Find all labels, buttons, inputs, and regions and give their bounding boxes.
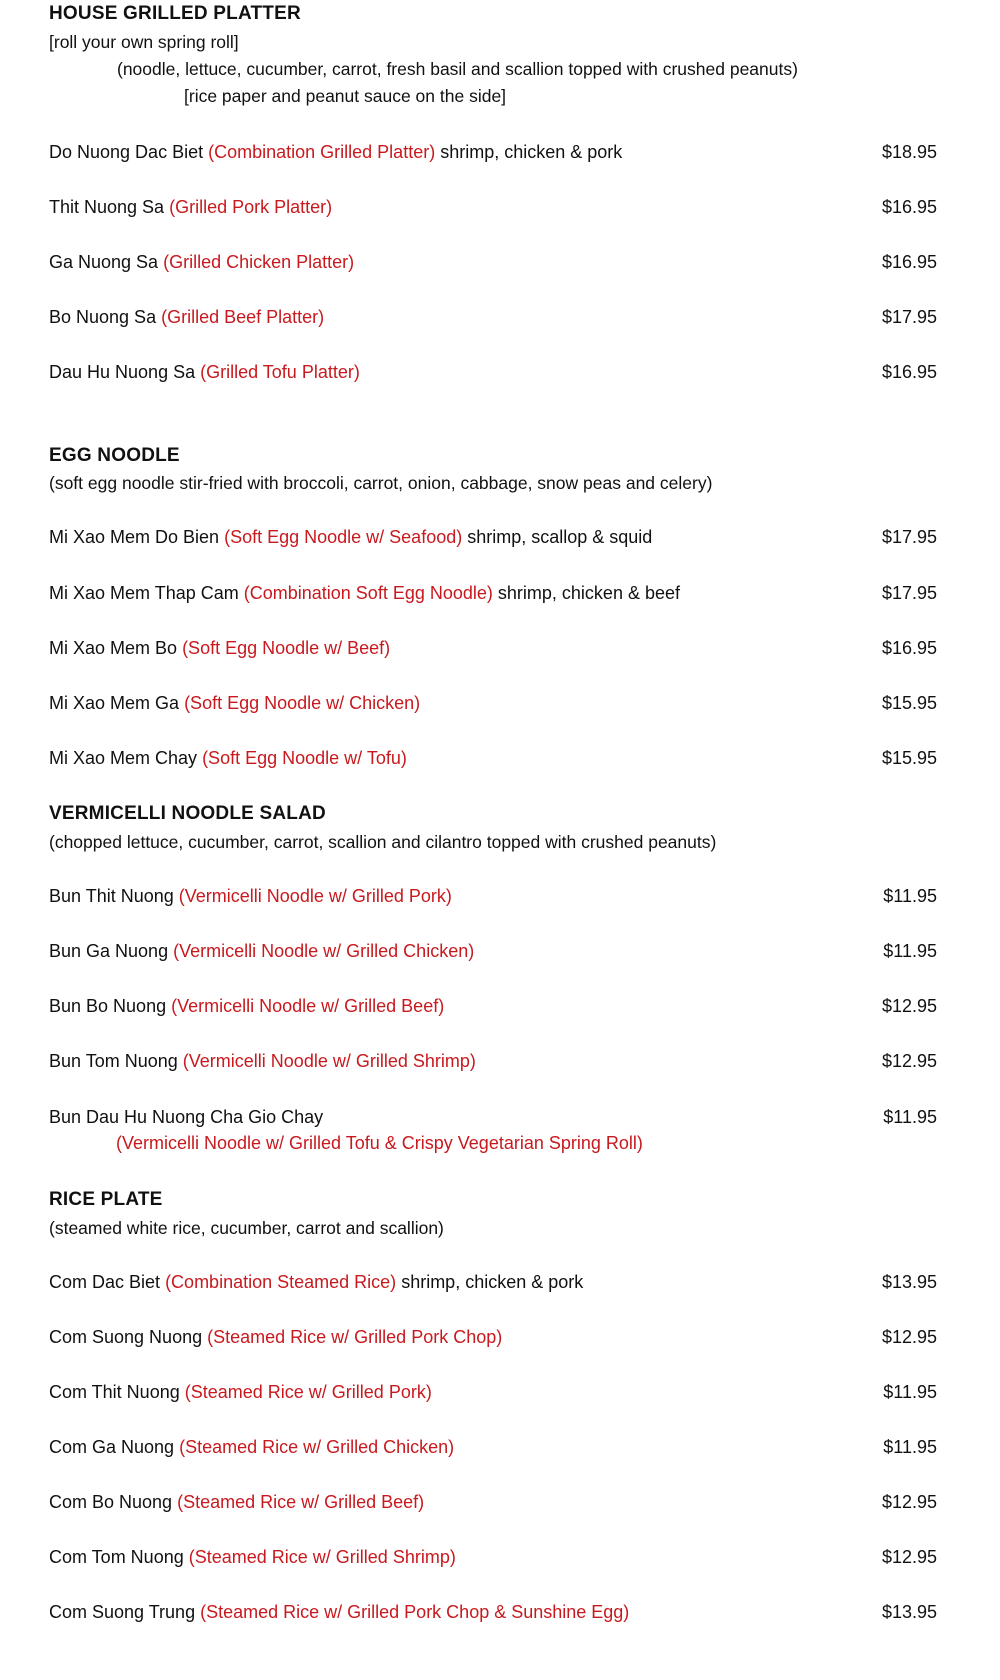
- item-english-name: (Combination Steamed Rice): [165, 1272, 397, 1292]
- item-price: $12.95: [881, 996, 937, 1016]
- item-vietnamese-name: Mi Xao Mem Do Bien: [49, 527, 220, 547]
- item-price: $16.95: [881, 197, 937, 217]
- menu-item: [49, 524, 937, 550]
- item-english-name: (Grilled Pork Platter): [169, 197, 333, 217]
- item-english-name: (Steamed Rice w/ Grilled Chicken): [179, 1437, 455, 1457]
- item-price: $13.95: [881, 1272, 937, 1292]
- item-vietnamese-name: Com Ga Nuong: [49, 1437, 175, 1457]
- menu-item: [49, 1048, 937, 1074]
- item-vietnamese-name: Com Suong Nuong: [49, 1327, 203, 1347]
- section-note: (steamed white rice, cucumber, carrot and scallion): [49, 1218, 444, 1238]
- item-vietnamese-name: Com Thit Nuong: [49, 1382, 180, 1402]
- item-english-name: (Vermicelli Noodle w/ Grilled Tofu & Crispy Vegetarian Spring Roll): [116, 1133, 643, 1153]
- item-english-name: (Grilled Chicken Platter): [163, 252, 355, 272]
- item-english-name: (Soft Egg Noodle w/ Beef): [182, 638, 391, 658]
- item-price: $17.95: [881, 307, 937, 327]
- section-note: (noodle, lettuce, cucumber, carrot, fresh basil and scallion topped with crushed peanuts): [117, 59, 798, 79]
- item-vietnamese-name: Bun Ga Nuong: [49, 941, 169, 961]
- item-vietnamese-name: Dau Hu Nuong Sa: [49, 362, 196, 382]
- item-english-name: (Steamed Rice w/ Grilled Beef): [177, 1492, 425, 1512]
- item-english-name: (Vermicelli Noodle w/ Grilled Beef): [171, 996, 445, 1016]
- item-english-name: (Steamed Rice w/ Grilled Pork Chop & Sunshine Egg): [200, 1602, 630, 1622]
- menu-item: [49, 938, 937, 964]
- menu-item: [49, 883, 937, 909]
- item-english-name: (Vermicelli Noodle w/ Grilled Shrimp): [182, 1051, 476, 1071]
- section-heading: VERMICELLI NOODLE SALAD: [49, 803, 326, 824]
- menu-item: [49, 745, 937, 771]
- menu-item: [49, 304, 937, 330]
- item-english-name: (Steamed Rice w/ Grilled Shrimp): [188, 1547, 456, 1567]
- menu-item: [49, 690, 937, 716]
- item-price: $16.95: [881, 362, 937, 382]
- item-price: $12.95: [881, 1051, 937, 1071]
- item-vietnamese-name: Com Suong Trung: [49, 1602, 196, 1622]
- menu-item: [49, 139, 937, 165]
- item-price: $11.95: [883, 886, 937, 906]
- item-english-name: (Soft Egg Noodle w/ Seafood): [224, 527, 463, 547]
- item-english-name: (Vermicelli Noodle w/ Grilled Chicken): [173, 941, 475, 961]
- item-price: $16.95: [881, 638, 937, 658]
- item-english-name: (Combination Grilled Platter): [208, 142, 436, 162]
- menu-item: [49, 249, 937, 275]
- item-english-name: (Soft Egg Noodle w/ Tofu): [202, 748, 407, 768]
- item-price: $15.95: [881, 693, 937, 713]
- menu-item: [49, 635, 937, 661]
- item-price: $11.95: [883, 941, 937, 961]
- menu-item: [49, 1324, 937, 1350]
- item-price: $12.95: [881, 1547, 937, 1567]
- menu-item: [49, 194, 937, 220]
- item-price: $18.95: [881, 142, 937, 162]
- section-note: (soft egg noodle stir-fried with broccoli, carrot, onion, cabbage, snow peas and celery): [49, 473, 713, 493]
- item-price: $11.95: [883, 1382, 937, 1402]
- menu-item: [49, 1379, 937, 1405]
- item-price: $17.95: [881, 583, 937, 603]
- item-extra: shrimp, chicken & pork: [401, 1272, 584, 1292]
- item-english-name: (Vermicelli Noodle w/ Grilled Pork): [178, 886, 452, 906]
- item-price: $15.95: [881, 748, 937, 768]
- section-note: [roll your own spring roll]: [49, 32, 239, 52]
- item-price: $16.95: [881, 252, 937, 272]
- section-heading: EGG NOODLE: [49, 445, 180, 466]
- item-vietnamese-name: Bun Bo Nuong: [49, 996, 167, 1016]
- item-english-name: (Grilled Tofu Platter): [200, 362, 360, 382]
- item-vietnamese-name: Thit Nuong Sa: [49, 197, 165, 217]
- item-vietnamese-name: Mi Xao Mem Bo: [49, 638, 178, 658]
- item-price: $13.95: [881, 1602, 937, 1622]
- item-vietnamese-name: Mi Xao Mem Thap Cam: [49, 583, 239, 603]
- section-heading: RICE PLATE: [49, 1189, 163, 1210]
- item-english-name: (Steamed Rice w/ Grilled Pork): [184, 1382, 432, 1402]
- item-vietnamese-name: Do Nuong Dac Biet: [49, 142, 204, 162]
- item-vietnamese-name: Bun Dau Hu Nuong Cha Gio Chay: [49, 1107, 324, 1127]
- item-extra: shrimp, scallop & squid: [467, 527, 653, 547]
- item-english-name: (Soft Egg Noodle w/ Chicken): [184, 693, 421, 713]
- menu-item: [49, 359, 937, 385]
- item-vietnamese-name: Ga Nuong Sa: [49, 252, 159, 272]
- item-vietnamese-name: Mi Xao Mem Ga: [49, 693, 180, 713]
- menu-item: [49, 1269, 937, 1295]
- item-price: $12.95: [881, 1327, 937, 1347]
- item-english-name: (Combination Soft Egg Noodle): [243, 583, 493, 603]
- item-price: $17.95: [881, 527, 937, 547]
- menu-item: [49, 1544, 937, 1570]
- item-vietnamese-name: Com Bo Nuong: [49, 1492, 173, 1512]
- menu-item: [49, 993, 937, 1019]
- item-price: $12.95: [881, 1492, 937, 1512]
- section-note: (chopped lettuce, cucumber, carrot, scallion and cilantro topped with crushed peanuts): [49, 832, 717, 852]
- menu-item: [49, 1489, 937, 1515]
- item-price: $11.95: [883, 1107, 937, 1127]
- item-price: $11.95: [883, 1437, 937, 1457]
- menu-item: [49, 1104, 937, 1130]
- item-vietnamese-name: Bun Tom Nuong: [49, 1051, 178, 1071]
- menu-item: [49, 1434, 937, 1460]
- item-english-name: (Steamed Rice w/ Grilled Pork Chop): [207, 1327, 503, 1347]
- section-heading: HOUSE GRILLED PLATTER: [49, 3, 301, 24]
- menu-item: [49, 580, 937, 606]
- item-vietnamese-name: Com Dac Biet: [49, 1272, 161, 1292]
- item-vietnamese-name: Bun Thit Nuong: [49, 886, 174, 906]
- menu-item: [49, 1599, 937, 1625]
- item-extra: shrimp, chicken & pork: [440, 142, 623, 162]
- item-extra: shrimp, chicken & beef: [497, 583, 680, 603]
- item-vietnamese-name: Bo Nuong Sa: [49, 307, 157, 327]
- item-vietnamese-name: Mi Xao Mem Chay: [49, 748, 198, 768]
- item-english-name: (Grilled Beef Platter): [161, 307, 325, 327]
- section-note: [rice paper and peanut sauce on the side]: [184, 86, 507, 106]
- item-vietnamese-name: Com Tom Nuong: [49, 1547, 184, 1567]
